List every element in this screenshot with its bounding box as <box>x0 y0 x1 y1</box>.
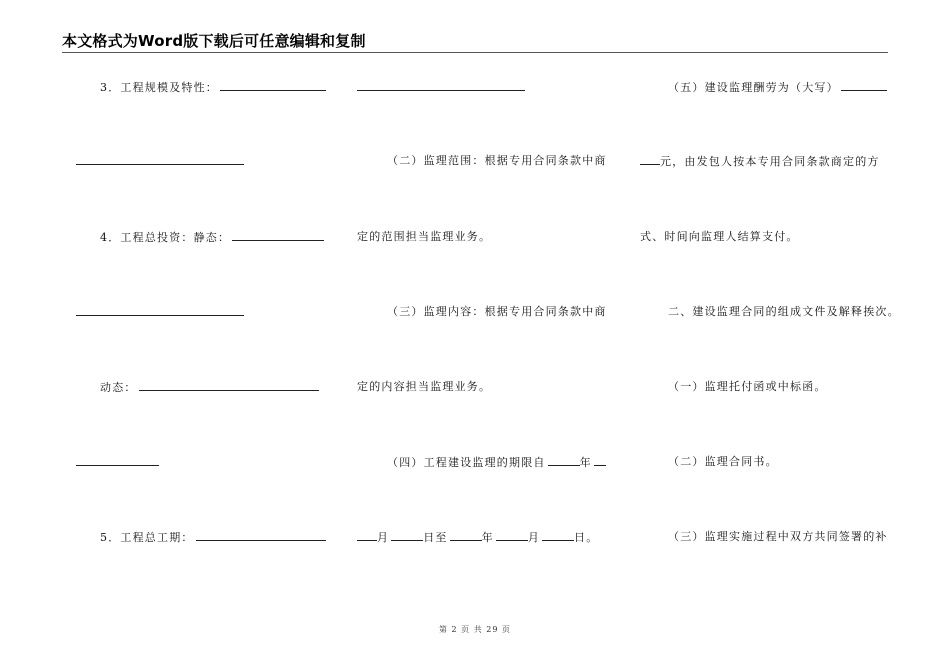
total-duration-line <box>100 530 326 545</box>
content-line: （三）监理内容：根据专用合同条款中商 <box>387 305 607 318</box>
total-duration-blank <box>196 530 326 541</box>
static-investment-line <box>100 230 324 245</box>
period-label: （四）工程建设监理的期限自 <box>387 456 546 469</box>
period-line-continued <box>357 530 598 545</box>
period-day-blank <box>391 530 423 541</box>
period-end-day-label: 日。 <box>574 531 599 544</box>
col2-top-blank-line <box>357 80 525 95</box>
header-rule <box>62 52 888 53</box>
static-investment-blank <box>232 230 324 241</box>
project-scale-blank-2 <box>76 154 244 165</box>
period-line <box>387 455 606 470</box>
scope-line: （二）监理范围：根据专用合同条款中商 <box>387 154 607 167</box>
dynamic-investment-line <box>100 380 319 395</box>
period-tail-blank <box>594 455 606 466</box>
content-line-continued: 定的内容担当监理业务。 <box>357 380 492 393</box>
contract-doc-item-1: （一）监理托付函或中标函。 <box>668 380 827 393</box>
static-investment-blank-2 <box>76 305 244 316</box>
project-scale-continued <box>76 154 244 169</box>
fee-line-continued <box>640 154 880 169</box>
period-end-year-label: 年 <box>481 531 494 544</box>
period-end-year-blank <box>450 530 482 541</box>
static-investment-label: 4．工程总投资：静态： <box>100 231 231 244</box>
scope-line-continued: 定的范围担当监理业务。 <box>357 230 492 243</box>
dynamic-investment-blank <box>139 380 319 391</box>
period-month-label: 月 <box>377 531 390 544</box>
project-scale-blank <box>220 80 326 91</box>
contract-doc-item-3: （三）监理实施过程中双方共同签署的补 <box>668 530 888 543</box>
period-end-month-blank <box>496 530 528 541</box>
period-month-blank <box>357 530 377 541</box>
total-duration-label: 5．工程总工期： <box>100 531 194 544</box>
fee-amount-blank <box>640 154 660 165</box>
page-number: 第 2 页 共 29 页 <box>439 625 511 634</box>
contract-doc-item-2: （二）监理合同书。 <box>668 455 778 468</box>
document-header: 本文格式为Word版下载后可任意编辑和复制 <box>62 32 366 50</box>
dynamic-investment-label: 动态： <box>100 381 137 394</box>
fee-blank <box>841 80 887 91</box>
col2-top-blank <box>357 80 525 91</box>
dynamic-investment-blank-2 <box>76 455 159 466</box>
period-end-day-blank <box>542 530 574 541</box>
fee-label: （五）建设监理酬劳为（大写） <box>668 81 839 94</box>
project-scale-label: 3．工程规模及特性： <box>100 81 218 94</box>
project-scale-line <box>100 80 326 95</box>
dynamic-investment-continued <box>76 455 159 470</box>
period-year-blank <box>548 455 580 466</box>
payment-line: 式、时间向监理人结算支付。 <box>640 230 799 243</box>
fee-line <box>668 80 887 95</box>
contract-docs-heading: 二、建设监理合同的组成文件及解释挨次。 <box>668 305 900 318</box>
period-end-month-label: 月 <box>527 531 541 544</box>
fee-continued-text: 元，由发包人按本专用合同条款商定的方 <box>660 155 880 168</box>
static-investment-continued <box>76 305 244 320</box>
period-day-to-label: 日至 <box>423 531 448 544</box>
period-year-label: 年 <box>579 456 592 469</box>
